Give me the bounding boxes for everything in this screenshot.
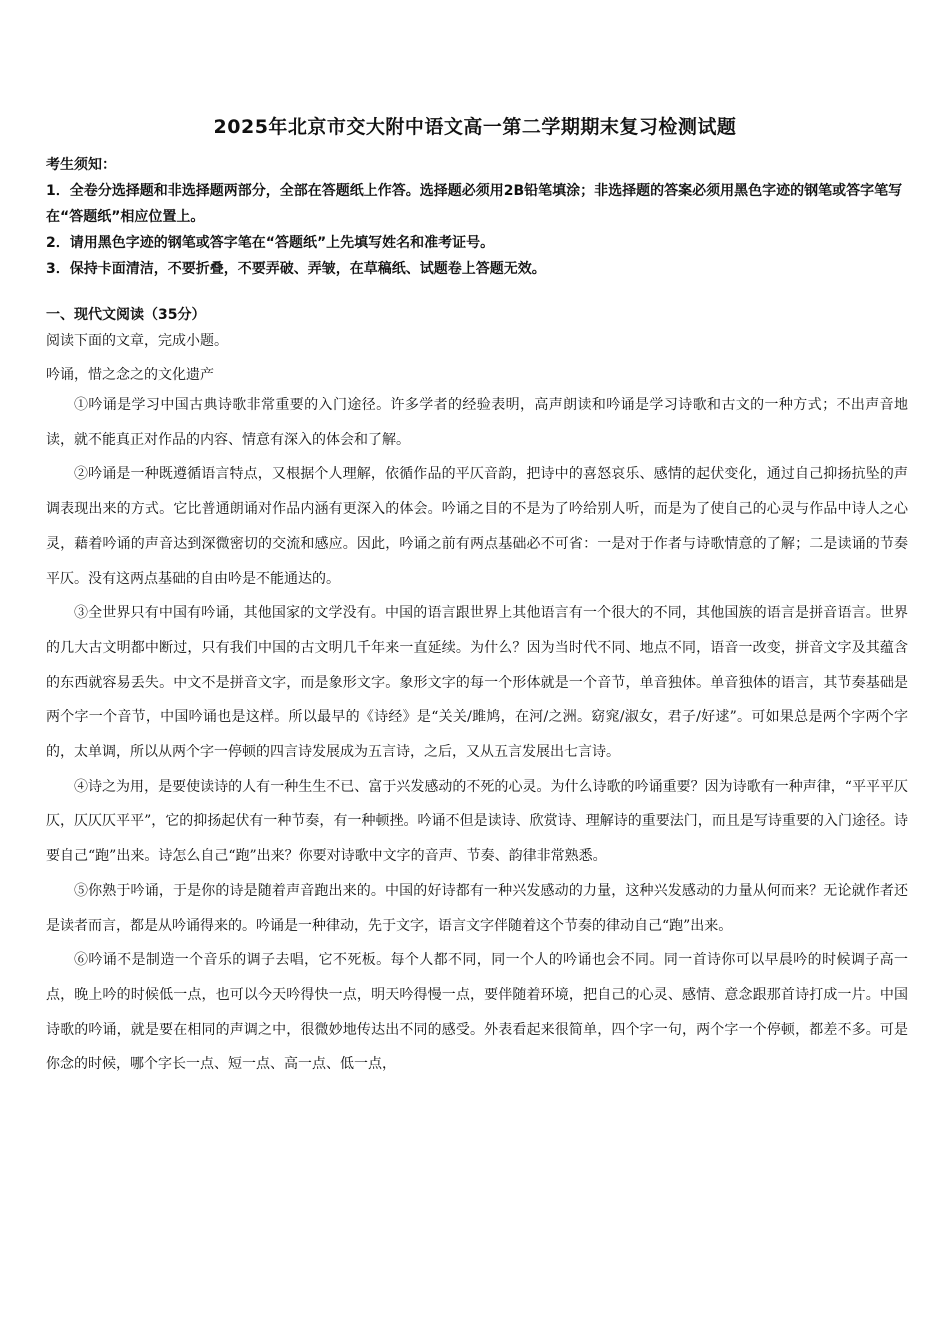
article-title: 吟诵，惜之念之的文化遗产 bbox=[46, 367, 214, 383]
section-heading: 一、现代文阅读（35分） bbox=[46, 307, 206, 323]
notice-item-3: 3．保持卡面清洁，不要折叠，不要弄破、弄皱，在草稿纸、试题卷上答题无效。 bbox=[46, 261, 546, 277]
section-instruction: 阅读下面的文章，完成小题。 bbox=[46, 333, 228, 349]
paragraph-6: ⑥吟诵不是制造一个音乐的调子去唱，它不死板。每个人都不同，同一个人的吟诵也会不同。同一首诗你可以早晨吟的时候调子高一点，晚上吟的时候低一点，也可以今天吟得快一点，明天吟得慢一点，要伴随着环境，把自己的心灵、感情、意念跟那首诗打成一片。中国诗歌的吟诵，就是要在相同的声调之中，很微妙地传达出不同的感受。外表看起来很简单，四个字一句，两个字一个停顿，都差不多。可是你念的时候，哪个字长一点、短一点、高一点、低一点， bbox=[46, 952, 908, 1073]
paragraph-3: ③全世界只有中国有吟诵，其他国家的文学没有。中国的语言跟世界上其他语言有一个很大的不同，其他国族的语言是拼音语言。世界的几大古文明都中断过，只有我们中国的古文明几千年来一直延续。为什么？因为当时代不同、地点不同，语音一改变，拼音文字及其蕴含的东西就容易丢失。中文不是拼音文字，而是象形文字。象形文字的每一个形体就是一个音节，单音独体。单音独体的语言，其节奏基础是两个字一个音节，中国吟诵也是这样。所以最早的《诗经》是“关关/雎鸠，在河/之洲。窈窕/淑女，君子/好逑”。可如果总是两个字两个字的，太单调，所以从两个字一停顿的四言诗发展成为五言诗，之后，又从五言发展出七言诗。 bbox=[46, 605, 908, 761]
document-title: 2025年北京市交大附中语文高一第二学期期末复习检测试题 bbox=[213, 116, 737, 138]
notice-item-1: 1．全卷分选择题和非选择题两部分，全部在答题纸上作答。选择题必须用2B铅笔填涂；非选择题的答案必须用黑色字迹的钢笔或答字笔写在“答题纸”相应位置上。 bbox=[46, 183, 903, 225]
notice-item-2: 2．请用黑色字迹的钢笔或答字笔在“答题纸”上先填写姓名和准考证号。 bbox=[46, 235, 495, 251]
paragraph-1: ①吟诵是学习中国古典诗歌非常重要的入门途径。许多学者的经验表明，高声朗读和吟诵是学习诗歌和古文的一种方式；不出声音地读，就不能真正对作品的内容、情意有深入的体会和了解。 bbox=[46, 397, 908, 448]
article-body bbox=[46, 388, 908, 1082]
paragraph-5: ⑤你熟于吟诵，于是你的诗是随着声音跑出来的。中国的好诗都有一种兴发感动的力量，这种兴发感动的力量从何而来？无论就作者还是读者而言，都是从吟诵得来的。吟诵是一种律动，先于文字，语言文字伴随着这个节奏的律动自己“跑”出来。 bbox=[46, 882, 908, 934]
paragraph-4: ④诗之为用，是要使读诗的人有一种生生不已、富于兴发感动的不死的心灵。为什么诗歌的吟诵重要？因为诗歌有一种声律，“平平平仄仄，仄仄仄平平”，它的抑扬起伏有一种节奏，有一种顿挫。吟诵不但是读诗、欣赏诗、理解诗的重要法门，而且是写诗重要的入门途径。诗要自己“跑”出来。诗怎么自己“跑”出来？你要对诗歌中文字的音声、节奏、韵律非常熟悉。 bbox=[46, 778, 908, 865]
notice-heading: 考生须知： bbox=[46, 157, 116, 173]
paragraph-2: ②吟诵是一种既遵循语言特点，又根据个人理解，依循作品的平仄音韵，把诗中的喜怒哀乐、感情的起伏变化，通过自己抑扬抗坠的声调表现出来的方式。它比普通朗诵对作品内涵有更深入的体会。吟诵之目的不是为了吟给别人听，而是为了使自己的心灵与作品中诗人之心灵，藉着吟诵的声音达到深微密切的交流和感应。因此，吟诵之前有两点基础必不可省：一是对于作者与诗歌情意的了解；二是读诵的节奏平仄。没有这两点基础的自由吟是不能通达的。 bbox=[46, 466, 908, 587]
candidate-notice bbox=[46, 152, 908, 282]
reading-section bbox=[46, 302, 908, 388]
